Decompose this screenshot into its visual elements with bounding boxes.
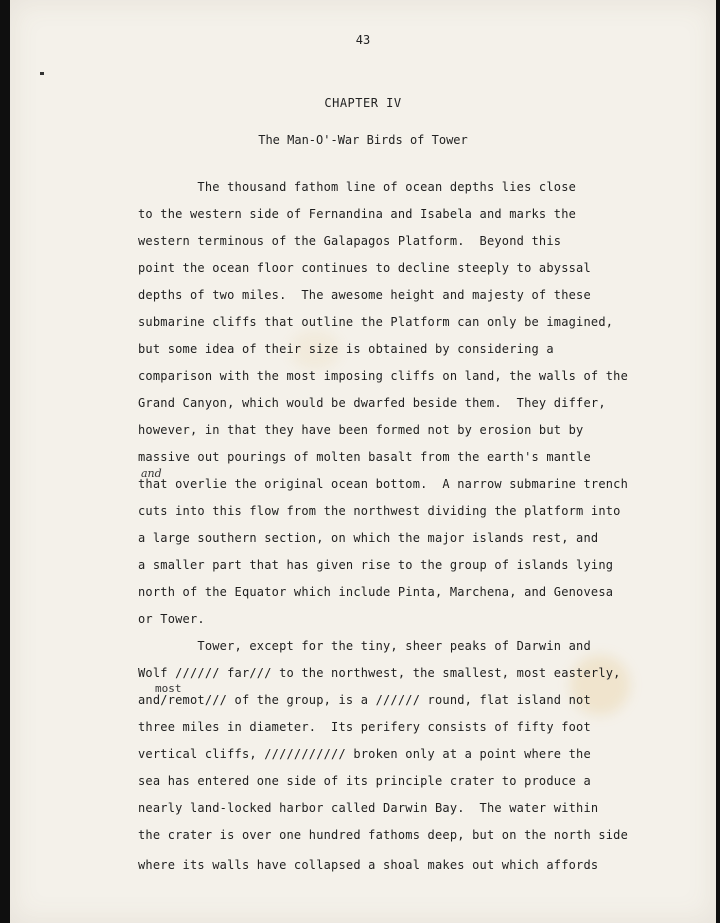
text-line: to the western side of Fernandina and Isabela and marks the xyxy=(138,207,577,221)
handwritten-insertion: and xyxy=(141,467,162,480)
text-line: cuts into this flow from the northwest dividing the platform into xyxy=(138,504,621,518)
document-page xyxy=(10,0,716,923)
text-line: however, in that they have been formed not by erosion but by xyxy=(138,423,584,437)
text-line: or Tower. xyxy=(138,612,205,626)
text-line: nearly land-locked harbor called Darwin Bay. The water within xyxy=(138,801,599,815)
text-line: The thousand fathom line of ocean depths lies close xyxy=(138,180,577,194)
text-line: comparison with the most imposing cliffs on land, the walls of the xyxy=(138,369,629,383)
text-line: a smaller part that has given rise to the group of islands lying xyxy=(138,558,614,572)
text-line: a large southern section, on which the major islands rest, and xyxy=(138,531,599,545)
text-line: vertical cliffs, /////////// broken only at a point where the xyxy=(138,747,591,761)
text-line: that overlie the original ocean bottom. A narrow submarine trench xyxy=(138,477,629,491)
text-line: western terminous of the Galapagos Platform. Beyond this xyxy=(138,234,562,248)
text-line: where its walls have collapsed a shoal makes out which affords xyxy=(138,858,599,872)
typed-insertion: most xyxy=(155,682,182,695)
text-line: north of the Equator which include Pinta, Marchena, and Genovesa xyxy=(138,585,614,599)
chapter-title: The Man-O'-War Birds of Tower xyxy=(258,133,468,147)
text-line: three miles in diameter. Its perifery consists of fifty foot xyxy=(138,720,591,734)
text-line: depths of two miles. The awesome height and majesty of these xyxy=(138,288,591,302)
text-line: Wolf ////// far/// to the northwest, the smallest, most easterly, xyxy=(138,666,621,680)
margin-mark xyxy=(40,72,44,75)
text-line: but some idea of their size is obtained by considering a xyxy=(138,342,554,356)
page-number: 43 xyxy=(355,33,371,47)
text-line: point the ocean floor continues to decline steeply to abyssal xyxy=(138,261,591,275)
text-line: and/remot/// of the group, is a ////// round, flat island not xyxy=(138,693,591,707)
text-line: Tower, except for the tiny, sheer peaks of Darwin and xyxy=(138,639,591,653)
text-line: massive out pourings of molten basalt from the earth's mantle xyxy=(138,450,591,464)
chapter-heading: CHAPTER IV xyxy=(324,96,402,110)
text-line: submarine cliffs that outline the Platform can only be imagined, xyxy=(138,315,614,329)
text-line: Grand Canyon, which would be dwarfed beside them. They differ, xyxy=(138,396,606,410)
text-line: sea has entered one side of its principle crater to produce a xyxy=(138,774,591,788)
text-line: the crater is over one hundred fathoms deep, but on the north side xyxy=(138,828,629,842)
